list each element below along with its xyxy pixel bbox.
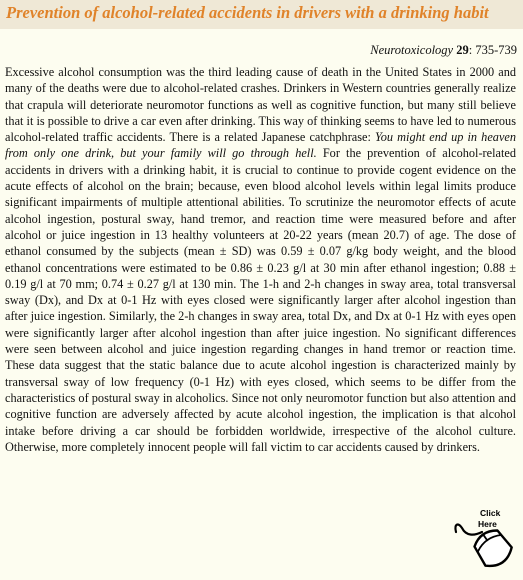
here-label: Here — [478, 519, 497, 529]
citation — [370, 42, 517, 58]
title-band — [0, 0, 523, 29]
japanese-catchphrase: You might end up in heaven from only one drink, but your family will go through hell. — [5, 130, 517, 161]
click-label: Click — [480, 508, 501, 518]
abstract-part-1: Excessive alcohol consumption was the third leading cause of death in the United States in 2000 and many of the deaths were due to alcohol-related crashes. Drinkers in Western countries generally realize that crapula will deteriorate neuromotor functions as well as cognitive function, but many still believe that it is possible to drive a car even after drinking. This way of thinking seems to have led to numerous alcohol-related traffic accidents. There is a related Japanese catchphrase: — [5, 65, 516, 145]
abstract-text — [5, 64, 516, 455]
journal-name: Neurotoxicology — [370, 43, 454, 57]
abstract-part-2: For the prevention of alcohol-related accidents in drivers with a drinking habit, it is crucial to continue to provide cogent evidence on the acute effects of alcohol on the brain; because, even blood alcohol levels within legal limits produce significant impairments of multiple attentional abilities. To scrutinize the neuromotor effects of acute alcohol ingestion, postural sway, hand tremor, and reaction time were measured before and after alcohol or juice ingestion in 13 healthy volunteers at 20-22 years (mean 20.7) of age. The dose of ethanol consumed by the subjects (mean ± SD) was 0.59 ± 0.07 g/kg body weight, and the blood ethanol concentrations were estimated to be 0.86 ± 0.23 g/l at 30 min after ethanol ingestion; 0.88 ± 0.19 g/l at 70 mm; 0.74 ± 0.27 g/l at 130 min. The 1-h and 2-h changes in sway area, total transversal sway (Dx), and Dx at 0-1 Hz with eyes closed were significantly larger after alcohol ingestion than after juice ingestion. Similarly, the 2-h changes in sway area, total Dx, and Dx at 0-1 Hz with eyes open were significantly larger after alcohol ingestion than after juice ingestion. No significant differences were seen between alcohol and juice ingestion regarding changes in hand tremor or reaction time. These data suggest that the static balance due to acute alcohol ingestion is characterized mainly by transversal sway of low frequency (0-1 Hz) with eyes closed, which seems to be differ from the characteristics of postural sway in alcoholics. Since not only neuromotor function but also attention and cognitive function are adversely affected by acute alcohol ingestion, the implication is that alcohol intake before driving a car should be forbidden worldwide, irrespective of the alcohol culture. Otherwise, more completely innocent people will fall victim to car accidents caused by drinkers. — [5, 146, 516, 454]
journal-volume: 29 — [456, 43, 469, 57]
journal-pages: : 735-739 — [468, 43, 517, 57]
computer-mouse-icon — [452, 502, 520, 574]
click-here-link[interactable] — [452, 502, 520, 574]
page-title: Prevention of alcohol-related accidents in drivers with a drinking habit — [6, 3, 489, 22]
